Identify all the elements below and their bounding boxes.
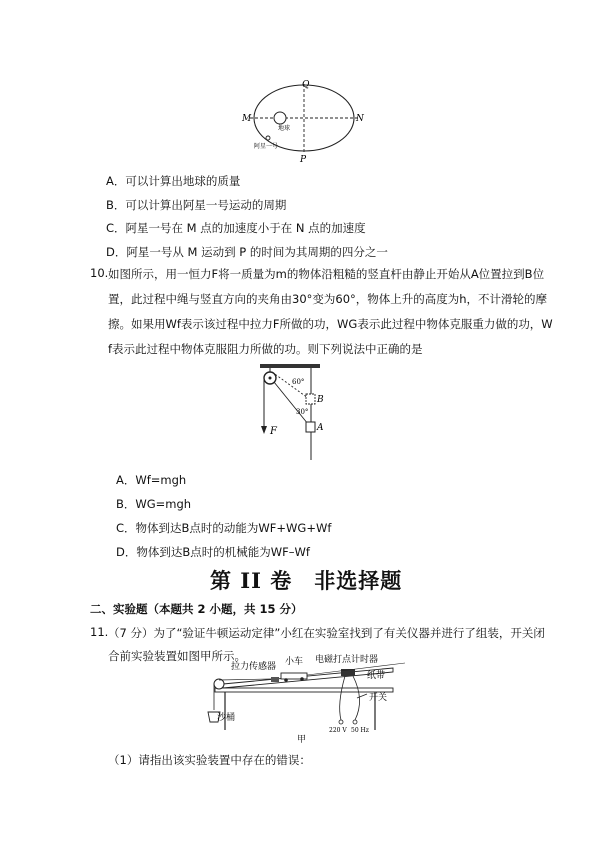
label-satellite: 阿星一号 [254, 143, 279, 150]
label-earth: 地球 [278, 125, 291, 132]
label-angle-30: 30° [296, 408, 309, 416]
q9-option-a: A．可以计算出地球的质量 [106, 174, 241, 188]
label-voltage: 220 V [329, 727, 347, 734]
block-a [306, 422, 315, 432]
label-b: B [317, 395, 324, 405]
orbit-figure [240, 78, 370, 164]
part2-heading: 二、实验题（本题共 2 小题，共 15 分） [90, 602, 303, 616]
q10-line-3: 擦。如果用Wf表示该过程中拉力F所做的功，WG表示此过程中物体克服重力做的功，W [108, 317, 553, 331]
figure-caption: 甲 [297, 735, 307, 744]
q11-number: 11. [90, 625, 109, 639]
label-sensor: 拉力传感器 [231, 662, 277, 672]
label-m: M [242, 114, 252, 124]
label-freq: 50 Hz [351, 727, 369, 734]
q11-line-1: （7 分）为了“验证牛顿运动定律”小红在实验室找到了有关仪器并进行了组装，开关闭 [108, 626, 545, 640]
q11-line-2: 合前实验装置如图甲所示。 [108, 649, 246, 663]
q9-option-b: B．可以计算出阿星一号运动的周期 [106, 198, 287, 212]
label-switch: 开关 [369, 693, 388, 703]
label-n: N [356, 114, 364, 124]
label-bucket: 沙桶 [217, 713, 236, 723]
experiment-figure [205, 654, 420, 744]
label-angle-60: 60° [292, 378, 305, 386]
q9-option-d: D．阿星一号从 M 运动到 P 的时间为其周期的四分之一 [106, 245, 388, 259]
earth-circle [274, 112, 286, 124]
label-f: F [270, 426, 277, 437]
label-q: Q [302, 80, 310, 90]
q10-option-d: D．物体到达B点时的机械能为WF–Wf [116, 545, 310, 559]
label-a: A [317, 423, 324, 433]
label-tape: 纸带 [367, 671, 386, 681]
table-pulley [214, 679, 224, 689]
satellite-dot [266, 136, 270, 140]
pulley-figure [256, 362, 336, 462]
section-title: 第 II 卷 非选择题 [210, 568, 403, 593]
q10-line-1: 如图所示，用一恒力F将一质量为m的物体沿粗糙的竖直杆由静止开始从A位置拉到B位 [108, 267, 545, 281]
block-b [306, 394, 315, 404]
q10-line-4: f表示此过程中物体克服阻力所做的功。则下列说法中正确的是 [108, 342, 423, 356]
label-timer: 电磁打点计时器 [315, 655, 379, 665]
q9-option-c: C．阿星一号在 M 点的加速度小于在 N 点的加速度 [106, 221, 366, 235]
label-p: P [300, 155, 307, 164]
q10-option-c: C．物体到达B点时的动能为WF+WG+Wf [116, 521, 332, 535]
q11-sub-1: （1）请指出该实验装置中存在的错误： [108, 753, 311, 767]
q10-number: 10. [90, 266, 109, 280]
q10-option-b: B．WG=mgh [116, 497, 192, 511]
label-cart: 小车 [285, 657, 304, 667]
q10-option-a: A．Wf=mgh [116, 473, 187, 487]
q10-line-2: 置，此过程中绳与竖直方向的夹角由30°变为60°，物体上升的高度为h，不计滑轮的摩 [108, 292, 548, 306]
